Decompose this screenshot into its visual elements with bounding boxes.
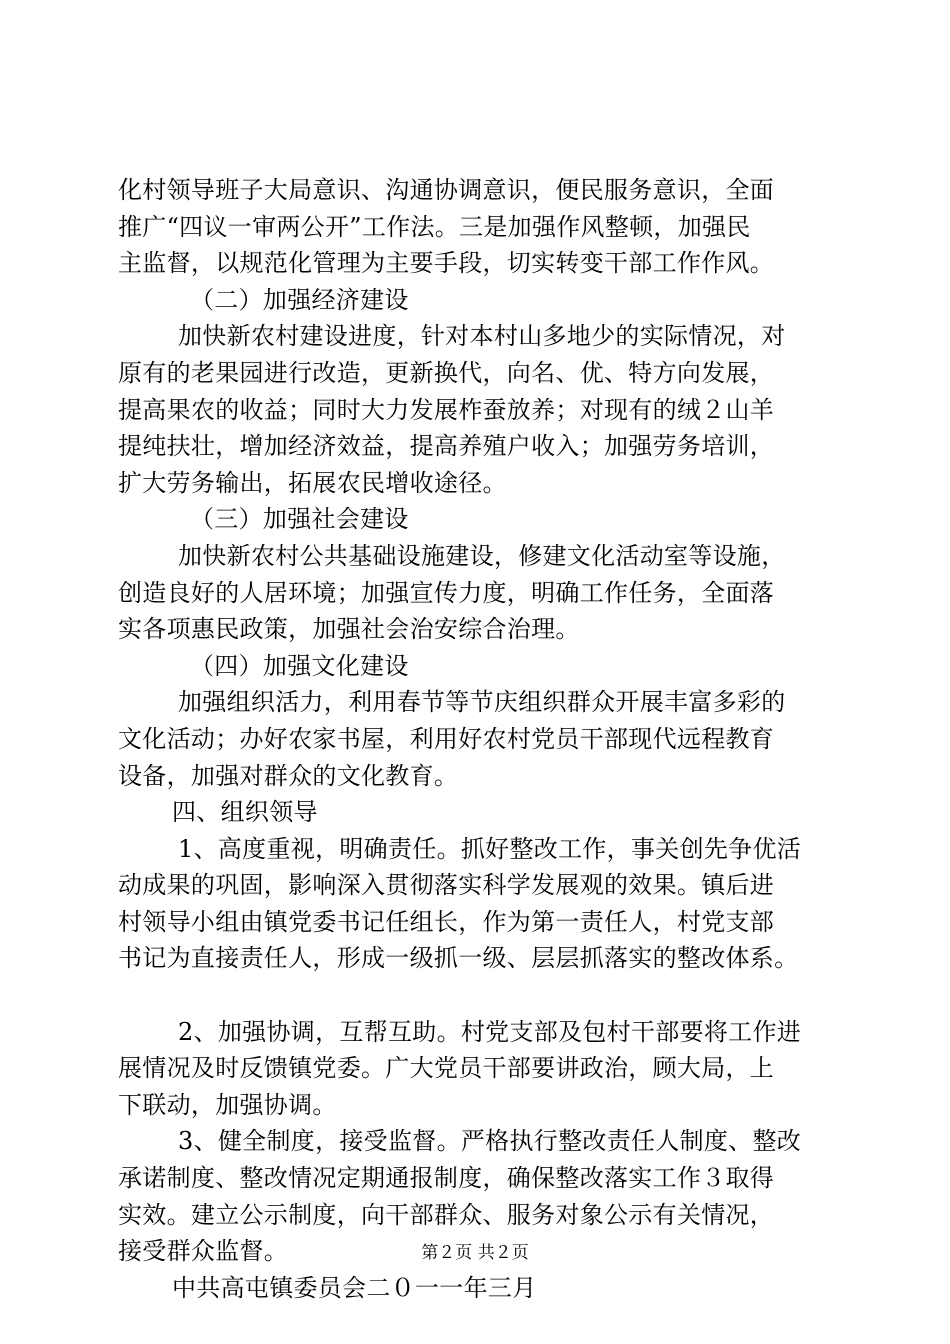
paragraph-start: 加快新农村建设进度，针对本村山多地少的实际情况，对 — [178, 322, 786, 351]
paragraph-start: 3、健全制度，接受监督。严格执行整改责任人制度、整改 — [178, 1127, 802, 1156]
text-line: 实各项惠民政策，加强社会治安综合治理。 — [118, 615, 580, 644]
text-line: 设备，加强对群众的文化教育。 — [118, 761, 459, 790]
text-line: 动成果的巩固，影响深入贯彻落实科学发展观的效果。镇后进 — [118, 871, 775, 900]
text-line: 实效。建立公示制度，向干部群众、服务对象公示有关情况， — [118, 1200, 775, 1229]
text-line: 推广“四议一审两公开”工作法。三是加强作风整顿，加强民 — [118, 212, 751, 241]
text-line: 提高果农的收益；同时大力发展柞蚕放养；对现有的绒２山羊 — [118, 395, 775, 424]
section-heading: （四）加强文化建设 — [190, 651, 409, 680]
page-footer: 第２页 共２页 — [421, 1243, 529, 1263]
text-line: 接受群众监督。 — [118, 1237, 289, 1266]
text-line: 化村领导班子大局意识、沟通协调意识，便民服务意识，全面 — [118, 176, 775, 204]
paragraph-start: 1、高度重视，明确责任。抓好整改工作，事关创先争优活 — [178, 834, 802, 863]
text-line: 文化活动；办好农家书屋，利用好农村党员干部现代远程教育 — [118, 724, 775, 753]
text-line: 承诺制度、整改情况定期通报制度，确保整改落实工作３取得 — [118, 1164, 775, 1193]
section-heading: 四、组织领导 — [172, 798, 318, 827]
signature-date-line: 中共高屯镇委员会二０一一年三月 — [172, 1273, 537, 1302]
text-line: 扩大劳务输出，拓展农民增收途径。 — [118, 468, 507, 497]
text-line: 下联动，加强协调。 — [118, 1090, 337, 1119]
text-line: 主监督，以规范化管理为主要手段，切实转变干部工作作风。 — [118, 249, 775, 278]
text-line: 展情况及时反馈镇党委。广大党员干部要讲政治，顾大局，上 — [118, 1054, 775, 1083]
paragraph-start: 加强组织活力，利用春节等节庆组织群众开展丰富多彩的 — [178, 688, 786, 717]
text-line: 提纯扶壮，增加经济效益，提高养殖户收入；加强劳务培训， — [118, 432, 775, 461]
text-line: 书记为直接责任人，形成一级抓一级、层层抓落实的整改体系。 — [118, 944, 799, 973]
text-line: 创造良好的人居环境；加强宣传力度，明确工作任务，全面落 — [118, 578, 775, 607]
text-line: 村领导小组由镇党委书记任组长，作为第一责任人，村党支部 — [118, 907, 775, 936]
paragraph-start: 2、加强协调，互帮互助。村党支部及包村干部要将工作进 — [178, 1017, 802, 1046]
document-body — [118, 172, 853, 1306]
text-line: 原有的老果园进行改造，更新换代，向名、优、特方向发展， — [118, 358, 775, 387]
paragraph-start: 加快新农村公共基础设施建设，修建文化活动室等设施， — [178, 541, 786, 570]
section-heading: （二）加强经济建设 — [190, 285, 409, 314]
section-heading: （三）加强社会建设 — [190, 505, 409, 534]
paragraph-gap — [118, 977, 853, 1014]
